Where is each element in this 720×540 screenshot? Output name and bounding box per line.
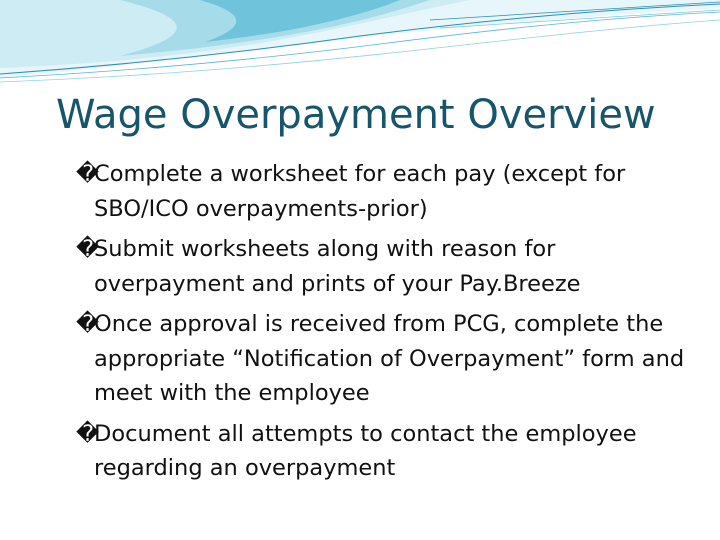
bullet-item [76,157,706,226]
slide-title: Wage Overpayment Overview [56,92,656,138]
bullet-item [76,232,706,301]
bullet-text: Submit worksheets along with reason for overpayment and prints of your Pay.Breeze [94,236,581,297]
bullet-text: Document all attempts to contact the employee regarding an overpayment [94,420,637,481]
bullet-item [76,417,706,486]
bullet-marker-icon: � [76,311,100,337]
bullet-marker-icon: � [76,420,100,447]
bullet-marker-icon: � [76,161,100,187]
bullet-list [76,157,706,492]
bullet-marker-icon: � [76,236,100,262]
bullet-text: Once approval is received from PCG, complete the appropriate “Notification of Overpayment” form and meet with the employee [94,311,685,406]
bullet-item [76,307,706,411]
header-wave-decoration [0,0,720,90]
bullet-text: Complete a worksheet for each pay (except for SBO/ICO overpayments-prior) [94,161,626,222]
